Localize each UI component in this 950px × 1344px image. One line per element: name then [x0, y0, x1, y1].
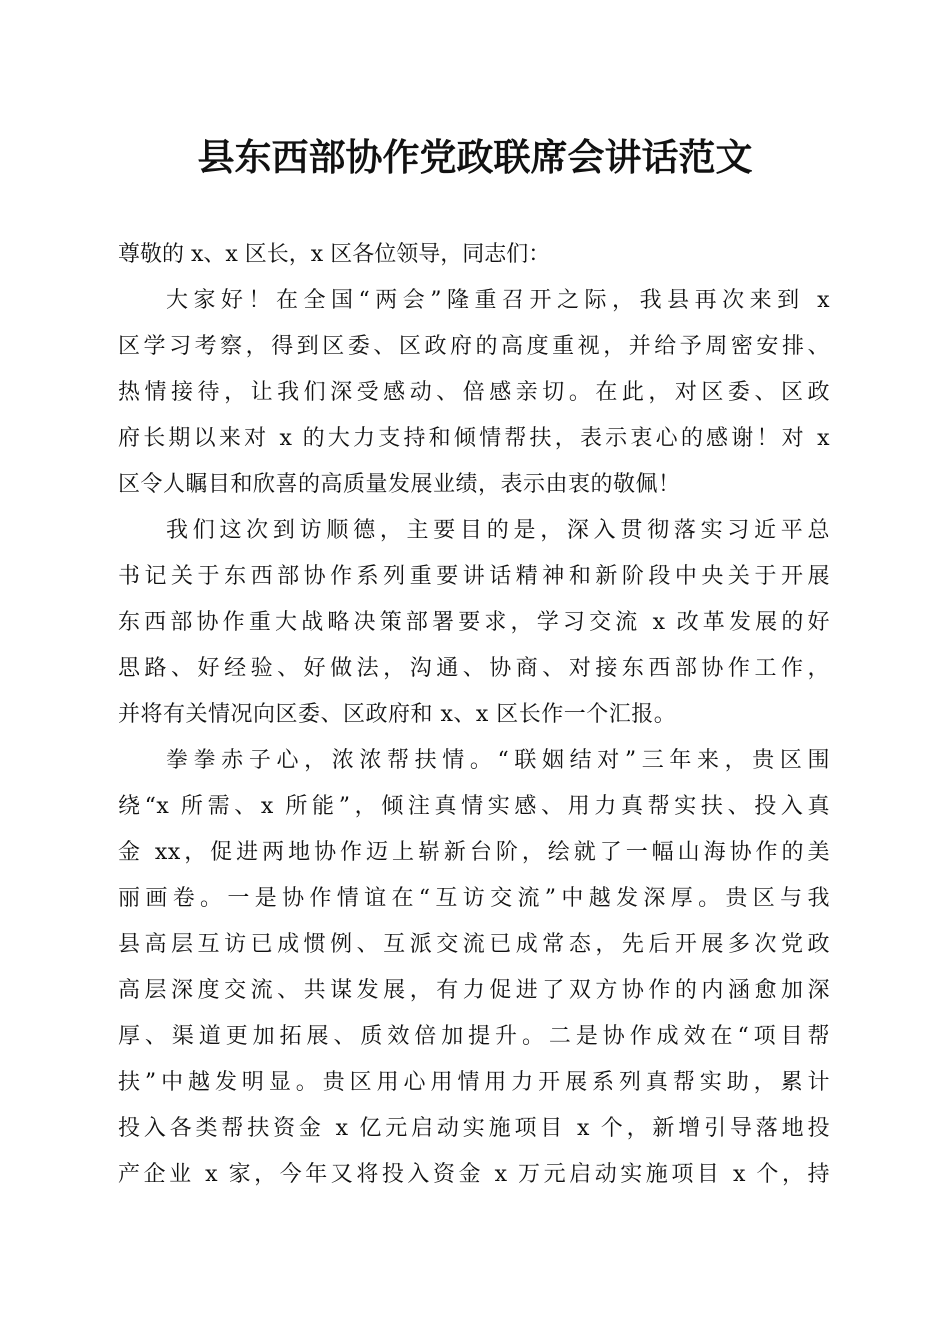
paragraph-line: 金 xx，促进两地协作迈上崭新台阶，绘就了一幅山海协作的美: [118, 840, 830, 865]
paragraph-line: 扶”中越发明显。贵区用心用情用力开展系列真帮实助，累计: [118, 1070, 830, 1095]
paragraph-line: 厚、渠道更加拓展、质效倍加提升。二是协作成效在“项目帮: [118, 1024, 830, 1049]
paragraph-line: 县高层互访已成惯例、互派交流已成常态，先后开展多次党政: [118, 932, 830, 957]
paragraph-line: 我们这次到访顺德，主要目的是，深入贯彻落实习近平总: [166, 518, 830, 543]
paragraph-line: 并将有关情况向区委、区政府和 x、x 区长作一个汇报。: [118, 702, 677, 727]
paragraph-line: 区学习考察，得到区委、区政府的高度重视，并给予周密安排、: [118, 334, 830, 359]
paragraph-line: 产企业 x 家，今年又将投入资金 x 万元启动实施项目 x 个，持: [118, 1162, 830, 1187]
paragraph-line: 书记关于东西部协作系列重要讲话精神和新阶段中央关于开展: [118, 564, 830, 589]
paragraph-line: 拳拳赤子心，浓浓帮扶情。“联姻结对”三年来，贵区围: [166, 748, 830, 773]
paragraph-line: 高层深度交流、共谋发展，有力促进了双方协作的内涵愈加深: [118, 978, 830, 1003]
paragraph-line: 热情接待，让我们深受感动、倍感亲切。在此，对区委、区政: [118, 380, 830, 405]
document-title: 县东西部协作党政联席会讲话范文: [197, 135, 753, 179]
paragraph-line: 绕“x 所需、x 所能”，倾注真情实感、用力真帮实扶、投入真: [118, 794, 830, 819]
paragraph-line: 区令人瞩目和欣喜的高质量发展业绩，表示由衷的敬佩！: [118, 472, 681, 497]
paragraph-line: 府长期以来对 x 的大力支持和倾情帮扶，表示衷心的感谢！对 x: [118, 426, 830, 451]
salutation-line: 尊敬的 x、x 区长，x 区各位领导，同志们：: [118, 242, 551, 267]
paragraph-line: 投入各类帮扶资金 x 亿元启动实施项目 x 个，新增引导落地投: [118, 1116, 830, 1141]
paragraph-line: 大家好！在全国“两会”隆重召开之际，我县再次来到 x: [166, 288, 830, 313]
paragraph-line: 丽画卷。一是协作情谊在“互访交流”中越发深厚。贵区与我: [118, 886, 830, 911]
paragraph-line: 思路、好经验、好做法，沟通、协商、对接东西部协作工作，: [118, 656, 830, 681]
paragraph-line: 东西部协作重大战略决策部署要求，学习交流 x 改革发展的好: [118, 610, 830, 635]
